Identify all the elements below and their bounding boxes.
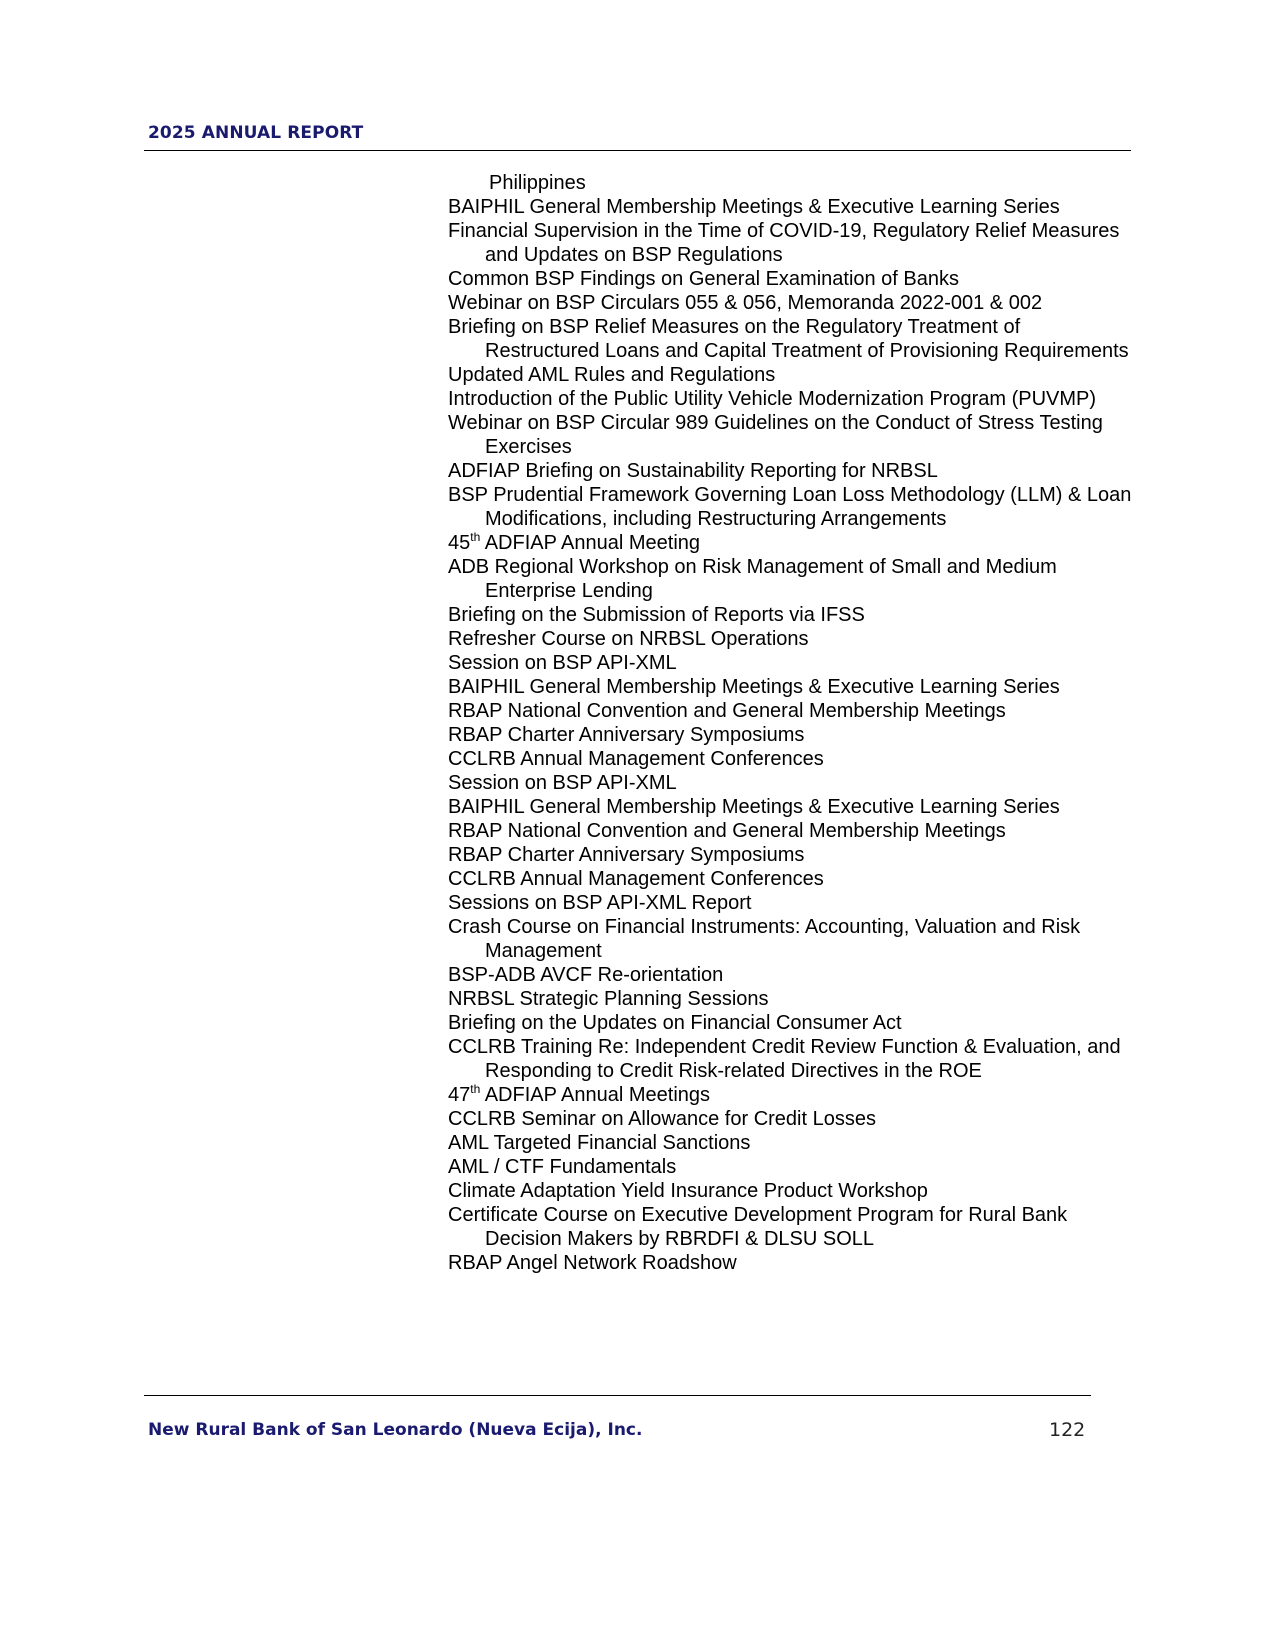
training-item: [448, 819, 1138, 843]
training-item-text: AML Targeted Financial Sanctions: [448, 1132, 751, 1154]
report-header-title: 2025 ANNUAL REPORT: [148, 123, 364, 143]
training-item-text: BSP Prudential Framework Governing Loan Loss Methodology (LLM) & Loan Modifications, including Restructuring Arrangements: [448, 484, 1132, 530]
training-item-text: BAIPHIL General Membership Meetings & Executive Learning Series: [448, 676, 1060, 698]
training-item: [448, 699, 1138, 723]
training-item: [448, 891, 1138, 915]
page-number: 122: [1049, 1419, 1086, 1441]
training-item: [448, 627, 1138, 651]
training-item-text: RBAP Charter Anniversary Symposiums: [448, 844, 805, 866]
training-item-text: RBAP Charter Anniversary Symposiums: [448, 724, 805, 746]
training-item-ordinal-suffix: th: [470, 530, 481, 544]
training-item-text: Common BSP Findings on General Examination of Banks: [448, 268, 960, 290]
training-item-ordinal: 47: [448, 1084, 471, 1106]
training-item: [448, 675, 1138, 699]
training-item-text: Session on BSP API-XML: [448, 772, 677, 794]
training-item-text: Philippines: [489, 172, 586, 194]
training-item: [448, 531, 1138, 555]
training-item-text: ADB Regional Workshop on Risk Management of Small and Medium Enterprise Lending: [448, 556, 1057, 602]
training-item-text: Briefing on BSP Relief Measures on the Regulatory Treatment of Restructured Loans and Capital Treatment of Provisioning Requirements: [448, 316, 1129, 362]
training-item-text: RBAP National Convention and General Membership Meetings: [448, 700, 1006, 722]
training-item-text: ADFIAP Annual Meetings: [480, 1084, 711, 1106]
header-divider: [144, 150, 1131, 151]
footer-divider: [144, 1395, 1091, 1396]
training-item: [448, 1083, 1138, 1107]
training-item: [448, 315, 1138, 363]
training-item: [448, 651, 1138, 675]
training-item: [448, 915, 1138, 963]
training-item: [448, 1011, 1138, 1035]
training-item: [448, 363, 1138, 387]
training-item: [448, 1155, 1138, 1179]
training-list: [448, 171, 1138, 1275]
training-item: [448, 219, 1138, 267]
training-item-text: CCLRB Training Re: Independent Credit Review Function & Evaluation, and Responding to Credit Risk-related Directives in the ROE: [448, 1036, 1121, 1082]
training-item-text: Introduction of the Public Utility Vehicle Modernization Program (PUVMP): [448, 388, 1097, 410]
training-item: [448, 987, 1138, 1011]
training-item: [448, 723, 1138, 747]
training-item: [448, 555, 1138, 603]
training-item-text: AML / CTF Fundamentals: [448, 1156, 677, 1178]
training-item-text: Briefing on the Updates on Financial Consumer Act: [448, 1012, 902, 1034]
training-item: [448, 1251, 1138, 1275]
training-item-text: ADFIAP Briefing on Sustainability Reporting for NRBSL: [448, 460, 938, 482]
training-item-text: NRBSL Strategic Planning Sessions: [448, 988, 769, 1010]
training-item: [448, 291, 1138, 315]
training-item-text: Webinar on BSP Circular 989 Guidelines on the Conduct of Stress Testing Exercises: [448, 412, 1103, 458]
training-item: [448, 1107, 1138, 1131]
training-item: [448, 1131, 1138, 1155]
training-item: [448, 1035, 1138, 1083]
training-item-text: Updated AML Rules and Regulations: [448, 364, 776, 386]
training-item-text: RBAP Angel Network Roadshow: [448, 1252, 737, 1274]
training-item: [448, 603, 1138, 627]
training-item-text: Refresher Course on NRBSL Operations: [448, 628, 809, 650]
training-item: [448, 195, 1138, 219]
training-item-text: Briefing on the Submission of Reports via IFSS: [448, 604, 865, 626]
training-item: [448, 795, 1138, 819]
training-item: [448, 747, 1138, 771]
training-item-text: CCLRB Annual Management Conferences: [448, 868, 824, 890]
footer-bank-name: New Rural Bank of San Leonardo (Nueva Ecija), Inc.: [148, 1420, 643, 1440]
training-item-text: Crash Course on Financial Instruments: Accounting, Valuation and Risk Management: [448, 916, 1081, 962]
training-item-text: Certificate Course on Executive Development Program for Rural Bank Decision Makers by RBRDFI & DLSU SOLL: [448, 1204, 1068, 1250]
training-item-text: BAIPHIL General Membership Meetings & Executive Learning Series: [448, 196, 1060, 218]
training-item-text: Climate Adaptation Yield Insurance Product Workshop: [448, 1180, 928, 1202]
training-item: [448, 867, 1138, 891]
training-item-text: ADFIAP Annual Meeting: [480, 532, 701, 554]
training-item-text: Webinar on BSP Circulars 055 & 056, Memoranda 2022-001 & 002: [448, 292, 1043, 314]
training-item: [448, 411, 1138, 459]
training-item-text: Session on BSP API-XML: [448, 652, 677, 674]
training-item: [448, 387, 1138, 411]
training-item-text: BAIPHIL General Membership Meetings & Executive Learning Series: [448, 796, 1060, 818]
training-item: [448, 171, 1138, 195]
training-item-text: CCLRB Seminar on Allowance for Credit Losses: [448, 1108, 876, 1130]
training-item: [448, 459, 1138, 483]
training-item: [448, 1203, 1138, 1251]
training-item: [448, 963, 1138, 987]
training-item-text: CCLRB Annual Management Conferences: [448, 748, 824, 770]
training-item: [448, 771, 1138, 795]
training-item-text: BSP-ADB AVCF Re-orientation: [448, 964, 724, 986]
training-item-ordinal: 45: [448, 532, 471, 554]
training-item-text: RBAP National Convention and General Membership Meetings: [448, 820, 1006, 842]
training-item: [448, 843, 1138, 867]
training-item: [448, 1179, 1138, 1203]
training-item-ordinal-suffix: th: [470, 1082, 481, 1096]
training-item-text: Sessions on BSP API-XML Report: [448, 892, 752, 914]
training-item-text: Financial Supervision in the Time of COVID-19, Regulatory Relief Measures and Updates on BSP Regulations: [448, 220, 1120, 266]
training-item: [448, 267, 1138, 291]
training-item: [448, 483, 1138, 531]
